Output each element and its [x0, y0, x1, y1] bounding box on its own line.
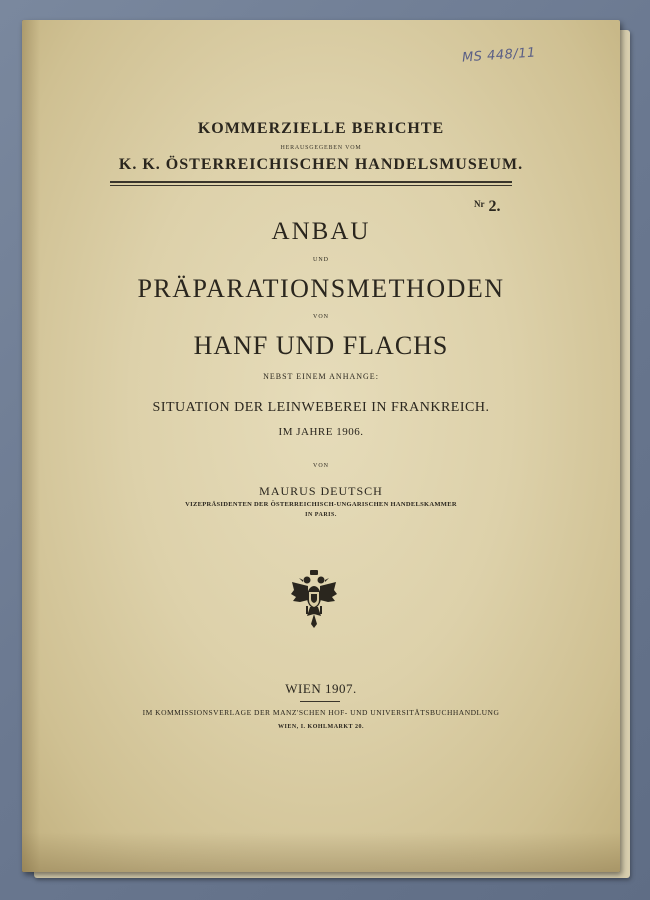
- shelfmark-annotation: MS 448/11: [461, 45, 537, 66]
- issue-number: [474, 198, 501, 216]
- title-line-3: HANF UND FLACHS: [193, 331, 449, 360]
- series-publisher: K. K. ÖSTERREICHISCHEN HANDELSMUSEUM.: [118, 156, 524, 173]
- author-location: IN PARIS.: [305, 512, 337, 518]
- author-by: VON: [313, 463, 329, 469]
- issue-prefix: Nr: [474, 199, 485, 209]
- imprint-publisher: IM KOMMISSIONSVERLAGE DER MANZ'SCHEN HOF- UND UNIVERSITÄTSBUCHHANDLUNG: [142, 708, 500, 717]
- series-title: KOMMERZIELLE BERICHTE: [197, 120, 445, 137]
- header-rule-thick: [110, 181, 512, 183]
- issue-value: 2.: [488, 198, 501, 215]
- author-name: MAURUS DEUTSCH: [259, 484, 383, 498]
- header-rule-thin: [110, 185, 512, 186]
- author-role: VIZEPRÄSIDENTEN DER ÖSTERREICHISCH-UNGARISCHEN HANDELSKAMMER: [185, 501, 457, 508]
- imprint-address: WIEN, I. KOHLMARKT 20.: [278, 724, 364, 730]
- appendix-title: SITUATION DER LEINWEBEREI IN FRANKREICH.: [152, 400, 490, 415]
- page-edge-shade-bottom: [22, 832, 620, 872]
- title-page: [22, 20, 620, 872]
- edited-by-line: HERAUSGEGEBEN VOM: [280, 145, 362, 151]
- title-line-2: PRÄPARATIONSMETHODEN: [137, 274, 505, 303]
- title-line-1: ANBAU: [271, 218, 371, 245]
- title-connector-2: VON: [313, 314, 329, 320]
- double-headed-eagle-icon: [290, 570, 338, 628]
- title-connector-1: UND: [313, 257, 329, 263]
- imprint-rule: [300, 701, 340, 702]
- appendix-year: IM JAHRE 1906.: [278, 426, 364, 438]
- appendix-intro: NEBST EINEM ANHANGE:: [263, 372, 379, 381]
- imprint-place-year: WIEN 1907.: [285, 681, 357, 696]
